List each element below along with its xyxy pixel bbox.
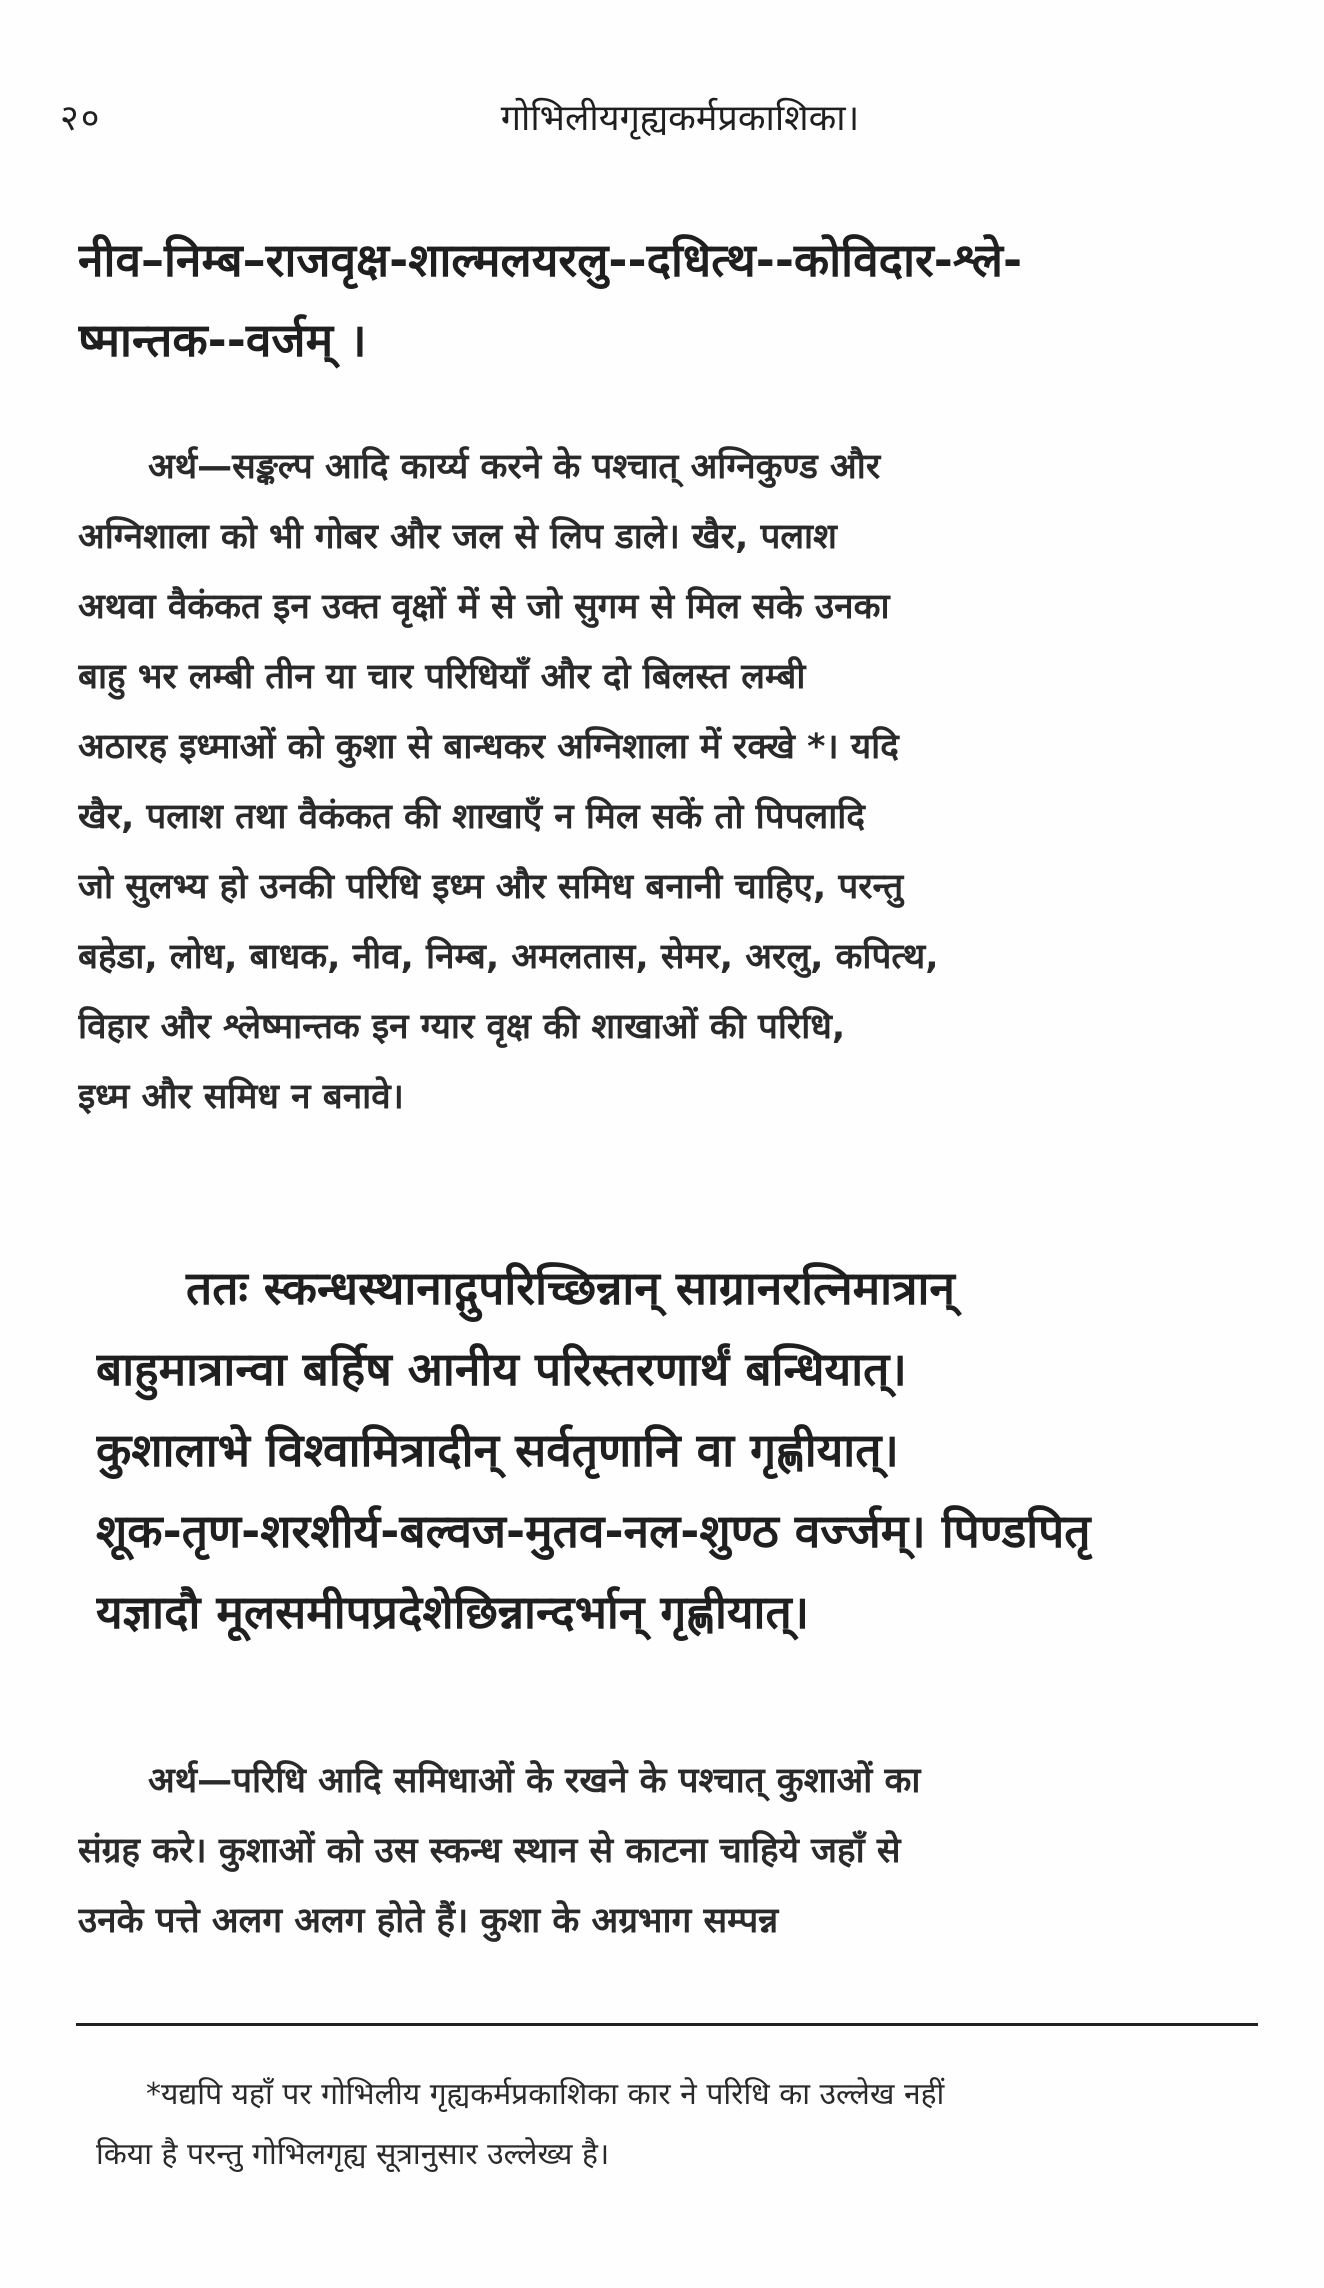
- footnote-divider: [76, 2023, 1258, 2026]
- verse-line: कुशालाभे विश्वामित्रादीन् सर्वतृणानि वा गृह्णीयात्।: [96, 1423, 899, 1477]
- prose-line: खैर, पलाश तथा वैकंकत की शाखाएँ न मिल सकें तो पिपलादि: [78, 797, 865, 837]
- footnote-line: *यद्यपि यहाँ पर गोभिलीय गृह्यकर्मप्रकाशिका कार ने परिधि का उल्लेख नहीं: [146, 2077, 945, 2112]
- verse-line: यज्ञादौ मूलसमीपप्रदेशेछिन्नान्दर्भान् गृह्णीयात्।: [96, 1585, 810, 1639]
- prose-line: बहेडा, लोध, बाधक, नीव, निम्ब, अमलतास, सेमर, अरलु, कपित्थ,: [78, 937, 939, 977]
- prose-line: अर्थ—सङ्कल्प आदि कार्य्य करने के पश्चात् अग्निकुण्ड और: [148, 447, 881, 487]
- hindi-explanation-2: [78, 1746, 1228, 1956]
- running-title: गोभिलीयगृह्यकर्मप्रकाशिका।: [500, 98, 860, 139]
- verse-line: बाहुमात्रान्वा बर्हिष आनीय परिस्तरणार्थं बन्धियात्।: [96, 1342, 907, 1396]
- prose-line: बाहु भर लम्बी तीन या चार परिधियाँ और दो बिलस्त लम्बी: [78, 657, 806, 697]
- sanskrit-verse-1: [78, 220, 1228, 380]
- prose-line: उनके पत्ते अलग अलग होते हैं। कुशा के अग्रभाग सम्पन्न: [78, 1901, 779, 1941]
- verse-line: ष्मान्तक--वर्जम् ।: [78, 313, 367, 367]
- prose-line: जो सुलभ्य हो उनकी परिधि इध्म और समिध बनानी चाहिए, परन्तु: [78, 867, 904, 907]
- prose-line: संग्रह करे। कुशाओं को उस स्कन्ध स्थान से काटना चाहिये जहाँ से: [78, 1831, 901, 1871]
- sanskrit-verse-2: [96, 1248, 1236, 1653]
- prose-line: विहार और श्लेष्मान्तक इन ग्यार वृक्ष की शाखाओं की परिधि,: [78, 1007, 846, 1047]
- prose-line: अग्निशाला को भी गोबर और जल से लिप डाले। खैर, पलाश: [78, 517, 837, 557]
- footnote: [96, 2065, 1236, 2185]
- prose-line: अठारह इध्माओं को कुशा से बान्धकर अग्निशाला में रक्खे *। यदि: [78, 727, 899, 767]
- page-header: [60, 92, 1240, 152]
- verse-line: ततः स्कन्धस्थानाद्गुपरिच्छिन्नान् साग्रानरत्निमात्रान्: [186, 1261, 955, 1315]
- verse-line: शूक-तृण-शरशीर्य-बल्वज-मुतव-नल-शुण्ठ वर्ज्जम्। पिण्डपितृ: [96, 1504, 1091, 1558]
- prose-line: अथवा वैकंकत इन उक्त वृक्षों में से जो सुगम से मिल सके उनका: [78, 587, 890, 627]
- page-number: २०: [60, 98, 102, 139]
- prose-line: अर्थ—परिधि आदि समिधाओं के रखने के पश्चात् कुशाओं का: [148, 1761, 921, 1801]
- prose-line: इध्म और समिध न बनावे।: [78, 1077, 404, 1117]
- verse-line: नीव–निम्ब–राजवृक्ष-शाल्मलयरलु--दधित्थ--कोविदार-श्ले-: [78, 233, 1023, 287]
- hindi-explanation-1: [78, 432, 1228, 1132]
- footnote-line: किया है परन्तु गोभिलगृह्य सूत्रानुसार उल्लेख्य है।: [96, 2137, 610, 2172]
